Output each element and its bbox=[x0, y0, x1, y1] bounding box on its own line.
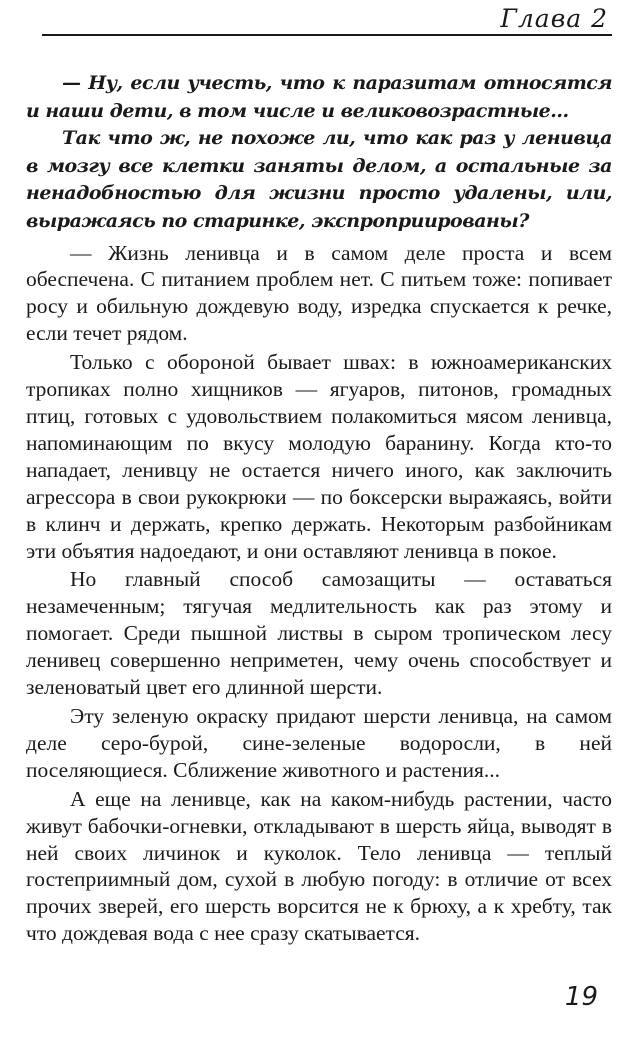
page-body bbox=[26, 70, 612, 947]
question-paragraph: Так что ж, не похоже ли, что как раз у ленивца в мозгу все клетки заняты делом, а остальные за ненадобностью для жизни просто удалены, или, выражаясь по старинке, экспроприированы? bbox=[26, 127, 612, 232]
page-header bbox=[0, 0, 620, 40]
page-number: 19 bbox=[564, 982, 598, 1012]
body-paragraph: А еще на ленивце, как на каком-нибудь растении, часто живут бабочки-огневки, откладывают в шерсть яйца, выводят в ней своих личинок и куколок. Тело ленивца — теплый гостеприимный дом, сухой в любую погоду: в отличие от всех прочих зверей, его шерсть ворсится не к брюху, а к хребту, так что дождевая вода с нее сразу скатывается. bbox=[26, 786, 612, 946]
question-paragraph: — Ну, если учесть, что к паразитам относятся и наши дети, в том числе и великовозрастные... bbox=[26, 72, 612, 122]
body-paragraph: Только с обороной бывает швах: в южноамериканских тропиках полно хищников — ягуаров, питонов, громадных птиц, готовых с удовольствием полакомиться мясом ленивца, напоминающим по вкусу молодую баранину. Когда кто-то нападает, ленивцу не остается ничего иного, как заключить агрессора в свои рукокрюки — по боксерски выражаясь, войти в клинч и держать, крепко держать. Некоторым разбойникам эти объятия надоедают, и они оставляют ленивца в покое. bbox=[26, 350, 612, 563]
header-rule bbox=[42, 34, 612, 36]
body-paragraph: Эту зеленую окраску придают шерсти ленивца, на самом деле серо-бурой, сине-зеленые водоросли, в ней поселяющиеся. Сближение животного и растения... bbox=[26, 703, 612, 782]
chapter-title: Глава 2 bbox=[500, 4, 608, 33]
body-paragraph: — Жизнь ленивца и в самом деле проста и всем обеспечена. С питанием проблем нет. С питьем тоже: попивает росу и обильную дождевую воду, изредка спускается к речке, если течет рядом. bbox=[26, 240, 612, 346]
body-paragraph: Но главный способ самозащиты — оставаться незамеченным; тягучая медлительность как раз этому и помогает. Среди пышной листвы в сыром тропическом лесу ленивец совершенно неприметен, чему очень способствует и зеленоватый цвет его длинной шерсти. bbox=[26, 567, 612, 700]
